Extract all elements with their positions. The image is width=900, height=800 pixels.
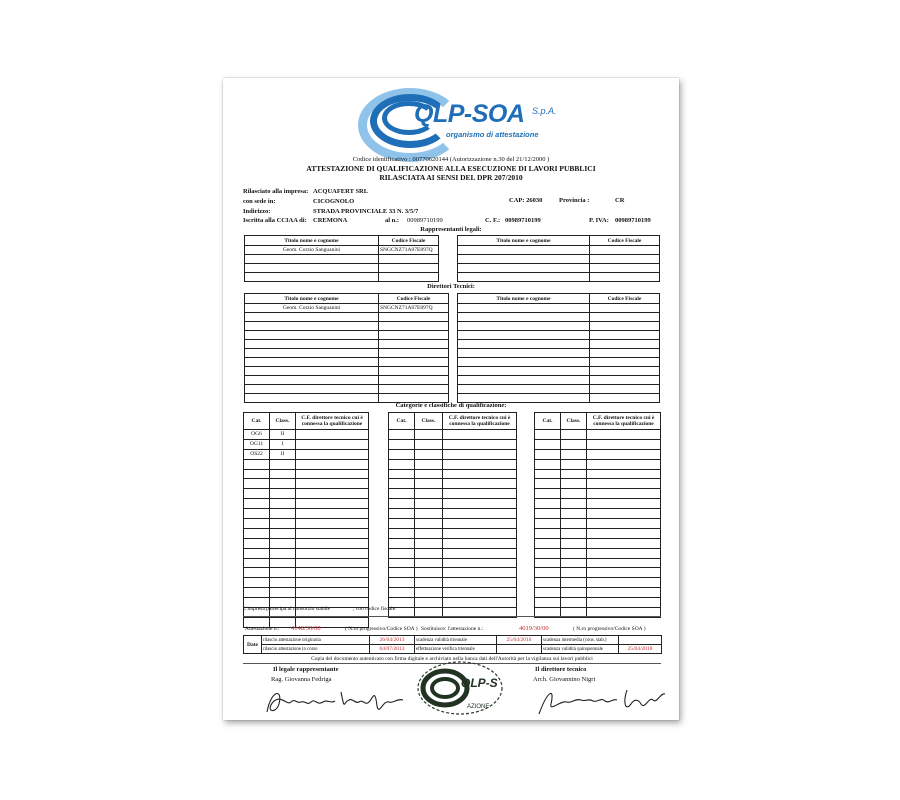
date-field-label: rilascio attestazione originaria [262, 636, 370, 645]
tech-director-signature [535, 682, 675, 718]
column-header: Cat. [535, 413, 561, 430]
legal-representatives-heading: Rappresentanti legali: [420, 226, 482, 233]
category-code: OG11 [244, 439, 270, 449]
technical-directors-table-left [244, 293, 449, 403]
address-label: Indirizzo: [243, 208, 271, 215]
director-fiscal-code: SNGCNZ71A07E897Q [379, 304, 449, 313]
date-field-label: scadenza validità triennale [415, 636, 497, 645]
cciaa-label: Iscritta alla CCIAA di: [243, 217, 307, 224]
table-row [245, 304, 449, 313]
quinquennial-expiry-date: 25/04/2018 [619, 645, 662, 654]
column-header: C.F. direttore tecnico cui è connessa la qualificazione [296, 413, 369, 430]
issued-value: ACQUAFERT SRL [313, 188, 369, 195]
technical-directors-table-right [457, 293, 660, 403]
tech-director-name: Arch. Giovannino Nigri [533, 676, 596, 683]
categories-table-2 [388, 412, 517, 618]
fiscal-code-label: C. F.: [485, 217, 501, 224]
column-header: Titolo nome e cognome [458, 236, 590, 246]
triennial-expiry-date: 25/04/2016 [497, 636, 542, 645]
category-code: OS22 [244, 449, 270, 459]
categories-table-3 [534, 412, 661, 618]
consortium-cf-label: , con codice fiscale: [353, 606, 397, 612]
vat-label: P. IVA: [589, 217, 609, 224]
provincia-value: CR [615, 197, 625, 204]
progressive-note-2: ( N.ro progressivo/Codice SOA ) [573, 626, 646, 632]
company-logo [358, 86, 568, 148]
attestation-label: Attestazione n.: [245, 626, 280, 632]
seat-value: CICOGNOLO [313, 198, 355, 205]
table-row [244, 430, 369, 440]
logo-suffix: S.p.A. [532, 106, 557, 116]
logo-name: QLP-SOA [414, 100, 525, 128]
table-row [244, 645, 662, 654]
category-class: I [270, 439, 296, 449]
category-code: OG6 [244, 430, 270, 440]
legal-representatives-table-right [457, 235, 660, 282]
table-row [458, 255, 660, 264]
cciaa-value: CREMONA [313, 217, 348, 224]
triennial-verification-date [497, 645, 542, 654]
table-row [458, 246, 660, 255]
column-header: Class. [415, 413, 443, 430]
company-stamp [415, 660, 505, 716]
table-row [244, 449, 369, 459]
table-row [245, 255, 439, 264]
footer-note: Copia del documento autenticato con firma digitale e archiviato nella banca dati dell'Autorità per la vigilanza sui lavori pubblici [243, 656, 661, 664]
table-row [458, 273, 660, 282]
legal-representatives-table-left [244, 235, 439, 282]
progressive-note: ( N.ro progressivo/Codice SOA ) [345, 626, 418, 632]
column-header: Cat. [244, 413, 270, 430]
representative-fiscal-code: SNGCNZ71A07E897Q [379, 246, 439, 255]
technical-directors-heading: Direttori Tecnici: [427, 283, 475, 290]
table-row [244, 439, 369, 449]
date-field-label: effettuazione verifica triennale [415, 645, 497, 654]
divider [243, 616, 661, 617]
address-value: STRADA PROVINCIALE 33 N. 3/5/7 [313, 208, 419, 215]
column-header: Titolo nome e cognome [245, 236, 379, 246]
table-row [244, 636, 662, 645]
column-header: Codice Fiscale [379, 294, 449, 304]
cap-value: CAP: 26030 [509, 197, 543, 204]
svg-text:QLP-S: QLP-S [461, 676, 498, 690]
column-header: Codice Fiscale [379, 236, 439, 246]
director-name: Geom. Corzio Sanguanini [245, 304, 379, 313]
legal-rep-title: Il legale rappresentante [273, 666, 339, 673]
column-header: Titolo nome e cognome [245, 294, 379, 304]
column-header: C.F. direttore tecnico cui è connessa la qualificazione [587, 413, 661, 430]
dates-label: Date [244, 636, 262, 654]
attestation-number: 4148/30/00 [291, 625, 321, 632]
registration-label: al n.: [385, 217, 400, 224]
categories-table-1 [243, 412, 369, 628]
document-title: ATTESTAZIONE DI QUALIFICAZIONE ALLA ESECUZIONE DI LAVORI PUBBLICI [306, 164, 596, 173]
replaces-label: Sostituisce: l'attestazione n.: [421, 626, 484, 632]
column-header: Codice Fiscale [590, 236, 660, 246]
certificate-page [223, 78, 679, 720]
legal-rep-signature [261, 682, 411, 718]
category-class: II [270, 449, 296, 459]
table-row [458, 264, 660, 273]
categories-heading: Categorie e classifiche di qualificazione: [395, 402, 507, 409]
original-issue-date: 26/04/2013 [370, 636, 415, 645]
replaces-number: 4019/30/00 [519, 625, 549, 632]
fiscal-code-value: 00989710199 [505, 217, 541, 224]
table-row [245, 273, 439, 282]
column-header: C.F. direttore tecnico cui è connessa la qualificazione [443, 413, 517, 430]
provincia-label: Provincia : [559, 197, 590, 204]
issued-label: Rilasciato alla impresa: [243, 188, 309, 195]
table-row [245, 246, 439, 255]
tech-director-title: Il direttore tecnico [535, 666, 587, 673]
vat-value: 00989710199 [615, 217, 651, 224]
column-header: Class. [561, 413, 587, 430]
document-subtitle: RILASCIATA AI SENSI DEL DPR 207/2010 [379, 173, 523, 182]
representative-name: Geom. Corzio Sanguanini [245, 246, 379, 255]
date-field-label: rilascio attestazione in corso [262, 645, 370, 654]
column-header: Class. [270, 413, 296, 430]
legal-rep-name: Rag. Giovanna Fedriga [271, 676, 332, 683]
registration-value: 00989710199 [407, 217, 443, 224]
consortium-text: L'impresa partecipa al consorzio stabile [243, 606, 331, 612]
identification-code: Codice identificativo : 00770620144 (Autorizzazione n.30 del 21/12/2000 ) [352, 156, 550, 163]
column-header: Cat. [389, 413, 415, 430]
column-header: Titolo nome e cognome [458, 294, 590, 304]
svg-text:AZIONE: AZIONE [467, 704, 490, 710]
dates-table [243, 635, 662, 654]
column-header: Codice Fiscale [590, 294, 660, 304]
date-field-label: scadenza intermedia (cons. stab.) [542, 636, 619, 645]
current-issue-date: 04/07/2013 [370, 645, 415, 654]
category-class: II [270, 430, 296, 440]
table-row [245, 264, 439, 273]
date-field-label: scadenza validità quinquennale [542, 645, 619, 654]
seat-label: con sede in: [243, 198, 276, 205]
logo-tagline: organismo di attestazione [446, 130, 539, 139]
